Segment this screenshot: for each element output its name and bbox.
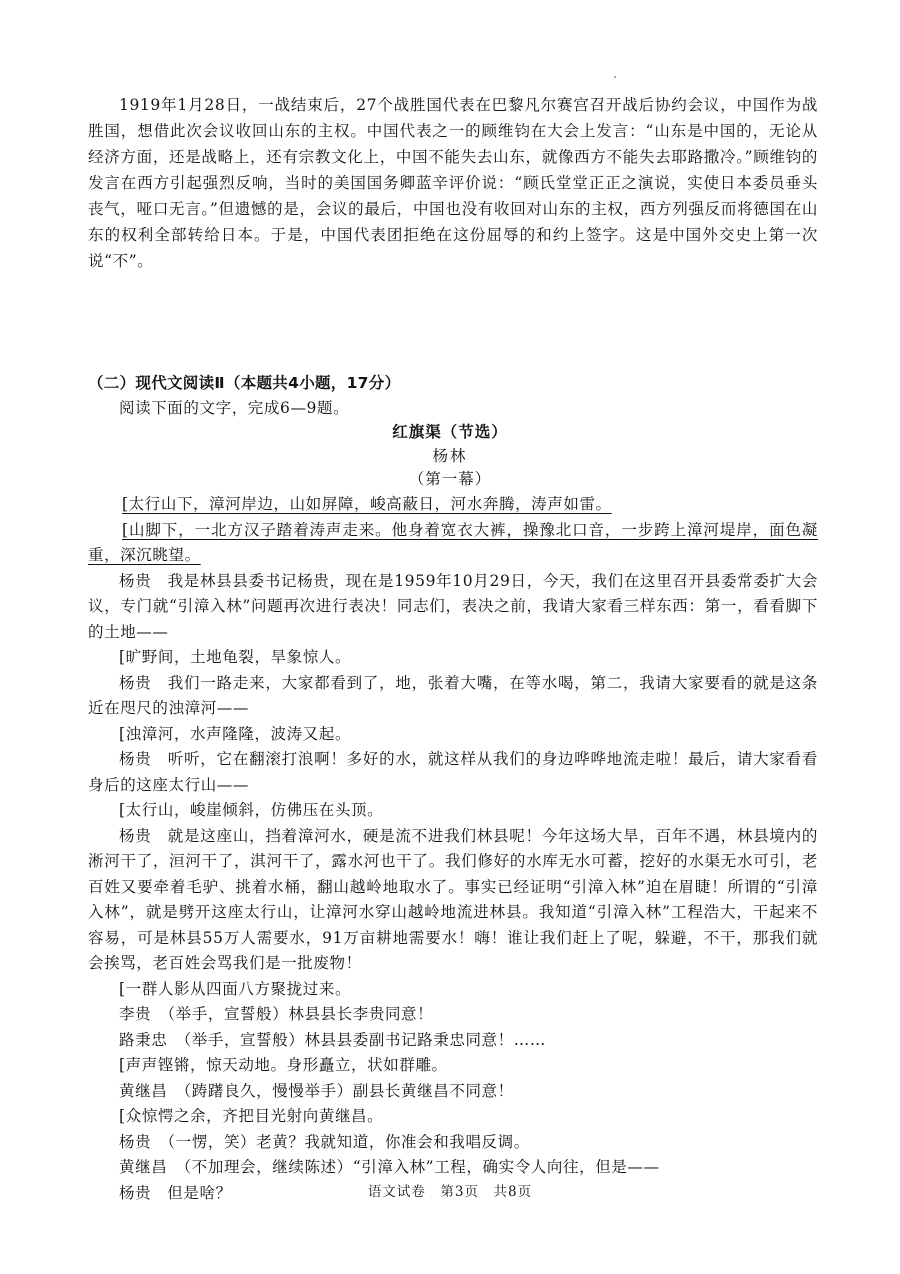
- script-line: 黄继昌 （不加理会，继续陈述）“引漳入林”工程，确实令人向往，但是——: [119, 1158, 660, 1176]
- play-title: 红旗渠（节选）: [392, 423, 508, 441]
- page-footer: 语文试卷 第3页 共8页: [367, 1184, 533, 1200]
- script-line: [浊漳河，水声隆隆，波涛又起。: [119, 724, 352, 743]
- section-title: （二）现代文阅读Ⅱ（本题共4小题，17分）: [88, 374, 401, 392]
- script-line: [众惊愕之余，齐把目光射向黄继昌。: [119, 1107, 384, 1125]
- stage-direction: [太行山下，漳河岸边，山如屏障，峻高蔽日，河水奔腾，涛声如雷。: [122, 495, 612, 513]
- act-label: （第一幕）: [408, 470, 492, 488]
- script-line: 黄继昌 （踌躇良久，慢慢举手）副县长黄继昌不同意！: [119, 1081, 514, 1100]
- play-author: 杨林: [432, 447, 468, 465]
- script-line: 杨贵 就是这座山，挡着漳河水，硬是流不进我们林县呢！今年这场大旱，百年不遇，林县境内的淅河干了，洹河干了，淇河干了，露水河也干了。我们修好的水库无水可蓄，挖好的水渠无水可引，老百姓又要牵着毛驴、挑着水桶，翻山越岭地取水了。事实已经证明“引漳入林”迫在眉睫！所谓的“引漳入林”，就是劈开这座太行山，让漳河水穿山越岭地流进林县。我知道“引漳入林”工程浩大，干起来不容易，可是林县55万人需要水，91万亩耕地需要水！嗨！谁让我们赶上了呢，躲避，不干，那我们就会挨骂，老百姓会骂我们是一批废物！: [88, 826, 819, 972]
- script-line: 李贵 （举手，宣誓般）林县县长李贵同意！: [119, 1005, 434, 1023]
- script-line: 杨贵 我是林县县委书记杨贵，现在是1959年10月29日，今天，我们在这里召开县委常委扩大会议，专门就“引漳入林”问题再次进行表决！同志们，表决之前，我请大家看三样东西：第一，看看脚下的土地——: [88, 571, 818, 641]
- stage-direction: [山脚下，一北方汉子踏着涛声走来。他身着宽衣大裤，操豫北口音，一步跨上漳河堤岸，面色凝重，深沉眺望。: [88, 520, 818, 564]
- script-line: [旷野间，土地龟裂，旱象惊人。: [119, 648, 352, 666]
- scan-speck: [614, 76, 616, 78]
- reading-instruction: 阅读下面的文字，完成6—9题。: [119, 399, 350, 417]
- script-line: [声声铿锵，惊天动地。身形矗立，状如群雕。: [119, 1056, 448, 1074]
- script-line: 杨贵 我们一路走来，大家都看到了，地，张着大嘴，在等水喝，第二，我请大家要看的就是这条近在咫尺的浊漳河——: [88, 673, 818, 717]
- script-line: 路秉忠 （举手，宣誓般）林县县委副书记路秉忠同意！……: [119, 1030, 546, 1049]
- history-passage: 1919年1月28日，一战结束后，27个战胜国代表在巴黎凡尔赛宫召开战后协约会议，中国作为战胜国，想借此次会议收回山东的主权。中国代表之一的顾维钧在大会上发言：“山东是中国的，无论从经济方面，还是战略上，还有宗教文化上，中国不能失去山东，就像西方不能失去耶路撒冷。”顾维钧的发言在西方引起强烈反响，当时的美国国务卿蓝辛评价说：“顾氏堂堂正正之演说，实使日本委员垂头丧气，哑口无言。”但遗憾的是，会议的最后，中国也没有收回对山东的主权，西方列强反而将德国在山东的权利全部转给日本。于是，中国代表团拒绝在这份屈辱的和约上签字。这是中国外交史上第一次说“不”。: [88, 96, 818, 270]
- dialogue-list: [88, 569, 818, 1207]
- play-script: [88, 492, 818, 1206]
- script-line: 杨贵 但是啥？: [119, 1183, 232, 1202]
- script-line: [一群人影从四面八方聚拢过来。: [119, 979, 352, 998]
- script-line: [太行山，峻崖倾斜，仿佛压在头顶。: [119, 801, 384, 819]
- script-line: 杨贵 （一愣，笑）老黄？我就知道，你准会和我唱反调。: [119, 1132, 530, 1151]
- script-line: 杨贵 听听，它在翻滚打浪啊！多好的水，就这样从我们的身边哗哗地流走啦！最后，请大家看看身后的这座太行山——: [88, 750, 818, 794]
